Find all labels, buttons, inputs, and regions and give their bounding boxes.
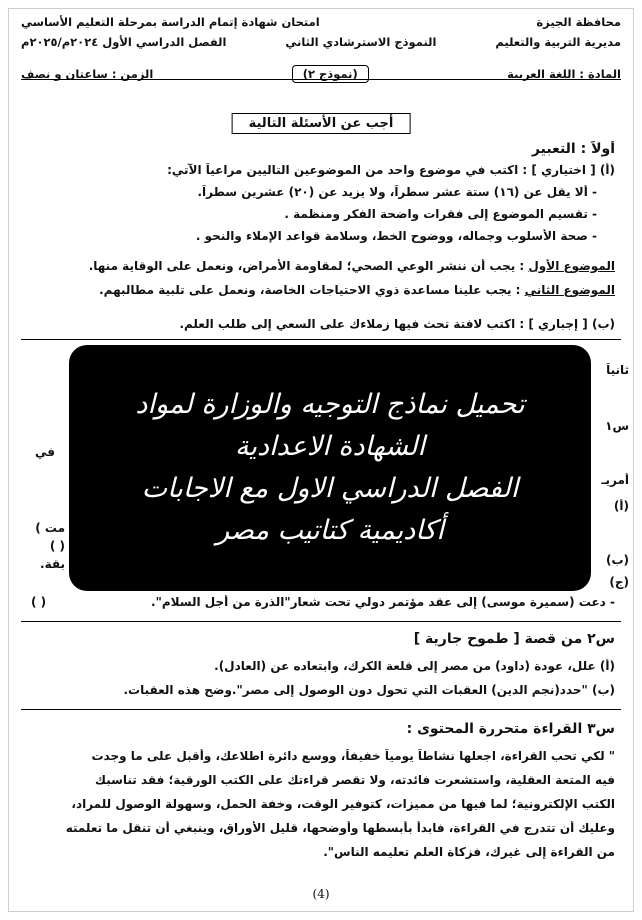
q3-line-2: فيه المتعة العقلية، واستشعرت فائدته، ولا تقصر قراءتك على الكتب الورقية؛ فقد تناسبك: [95, 773, 615, 787]
topic-1: [27, 259, 615, 273]
section1-b-text: [ إجباري ] : اكتب لافتة تحث فيها زملاءك على السعي إلى طلب العلم.: [179, 317, 588, 331]
partial-right-4: (ج): [609, 575, 629, 589]
partial-left-1: في: [35, 445, 55, 459]
q3-line-5: من القراءة إلى غيرك، فزكاة العلم تعليمه الناس".: [323, 845, 615, 859]
overlay-line-4: أكاديمية كتاتيب مصر: [216, 514, 444, 546]
q2-b: (ب) "حدد(نجم الدين) العقبات التي تحول دون الوصول إلى مصر".وضح هذه العقبات.: [123, 683, 615, 697]
partial-right-2: (أ): [613, 499, 629, 513]
term: الفصل الدراسي الأول ٢٠٢٤م/٢٠٢٥م: [21, 35, 227, 49]
section1-a-text: [ اختياري ] : اكتب في موضوع واحد من الموضوعين التاليين مراعياً الآتي:: [167, 163, 596, 177]
model-type: النموذج الاسترشادي الثاني: [285, 35, 437, 49]
section1-a-line: [27, 163, 615, 177]
q3-line-3: الكتب الإلكترونية؛ لما فيها من مميزات، كتوفير الوقت، وخفة الحمل، وسهولة الوصول للمراد،: [71, 797, 615, 811]
section1-b-label: (ب): [591, 317, 615, 331]
q3-line-4: وعليك أن تتدرج في القراءة، فابدأ بأبسطها وأوضحها، قليل الأوراق، وينبغي أن تنقل ما تعلمته: [65, 821, 615, 835]
section-divider-2: [21, 621, 621, 622]
promo-overlay: [69, 345, 591, 591]
overlay-line-2: الشهادة الاعدادية: [235, 431, 425, 463]
exam-page: [8, 8, 634, 912]
partial-right-1: أمريـ: [601, 473, 629, 487]
overlay-line-1: تحميل نماذج التوجيه والوزارة لمواد: [135, 389, 525, 421]
partial-left-2: مت ): [35, 521, 65, 535]
partial-left-4: بقة.: [40, 557, 65, 571]
directorate: مديرية التربية والتعليم: [495, 35, 621, 49]
rule-1: - ألا يقل عن (١٦) ستة عشر سطراً، ولا يزيد عن (٢٠) عشرين سطراً.: [197, 185, 597, 199]
exam-time: الزمن : ساعتان و نصف: [21, 67, 154, 81]
topic2-text: : يجب علينا مساعدة ذوي الاحتياجات الخاصة، ونعمل على تلبية مطالبهم.: [99, 283, 521, 297]
topic2-label: الموضوع الثاني: [524, 283, 615, 297]
header-divider: [21, 79, 621, 80]
q1-last-answer-paren: ( ): [31, 595, 47, 609]
q2-title: س٢ من قصة [ طموح جارية ]: [413, 631, 615, 647]
section1-a-label: (أ): [599, 163, 615, 177]
overlay-line-3: الفصل الدراسي الاول مع الاجابات: [141, 473, 519, 504]
governorate: محافظة الجيزة: [536, 15, 621, 29]
subject: المادة : اللغة العربية: [507, 67, 621, 81]
partial-left-3: ( ): [49, 539, 65, 553]
q1-last-item: - دعت (سميرة موسى) إلى عقد مؤتمر دولي تحت شعار"الذرة من أجل السلام".: [151, 595, 615, 609]
exam-title: امتحان شهادة إتمام الدراسة بمرحلة التعليم الأساسي: [21, 15, 320, 29]
section1-b-line: [27, 317, 615, 331]
model-number-badge: (نموذج ٢): [292, 65, 369, 83]
partial-section2-title: ثانياً: [606, 363, 629, 377]
section-divider-1: [21, 339, 621, 340]
section1-title: أولاً : التعبير: [531, 141, 615, 157]
partial-q1-label: س١: [605, 419, 629, 433]
q2-a: (أ) علل، عودة (داود) من مصر إلى قلعة الكرك، وابتعاده عن (العادل).: [214, 659, 615, 673]
rule-2: - تقسيم الموضوع إلى فقرات واضحة الفكر ومنظمة .: [284, 207, 597, 221]
topic1-text: : يجب أن ننشر الوعي الصحي؛ لمقاومة الأمراض، ونعمل على الوقاية منها.: [88, 259, 525, 273]
instruction-box: أجب عن الأسئلة التالية: [232, 113, 411, 134]
topic1-label: الموضوع الأول: [528, 259, 615, 273]
section-divider-3: [21, 709, 621, 710]
q3-title: س٣ القراءة متحررة المحتوى :: [406, 721, 615, 737]
exam-header: [21, 15, 621, 105]
q3-line-1: " لكي تحب القراءة، اجعلها نشاطاً يومياً خفيفاً، ووسع دائرة اطلاعك، وأقبل على ما وجدت: [91, 749, 615, 763]
page-number: (4): [312, 887, 330, 901]
partial-right-3: (ب): [605, 553, 629, 567]
rule-3: - صحة الأسلوب وجماله، ووضوح الخط، وسلامة قواعد الإملاء والنحو .: [195, 229, 597, 243]
topic-2: [27, 283, 615, 297]
